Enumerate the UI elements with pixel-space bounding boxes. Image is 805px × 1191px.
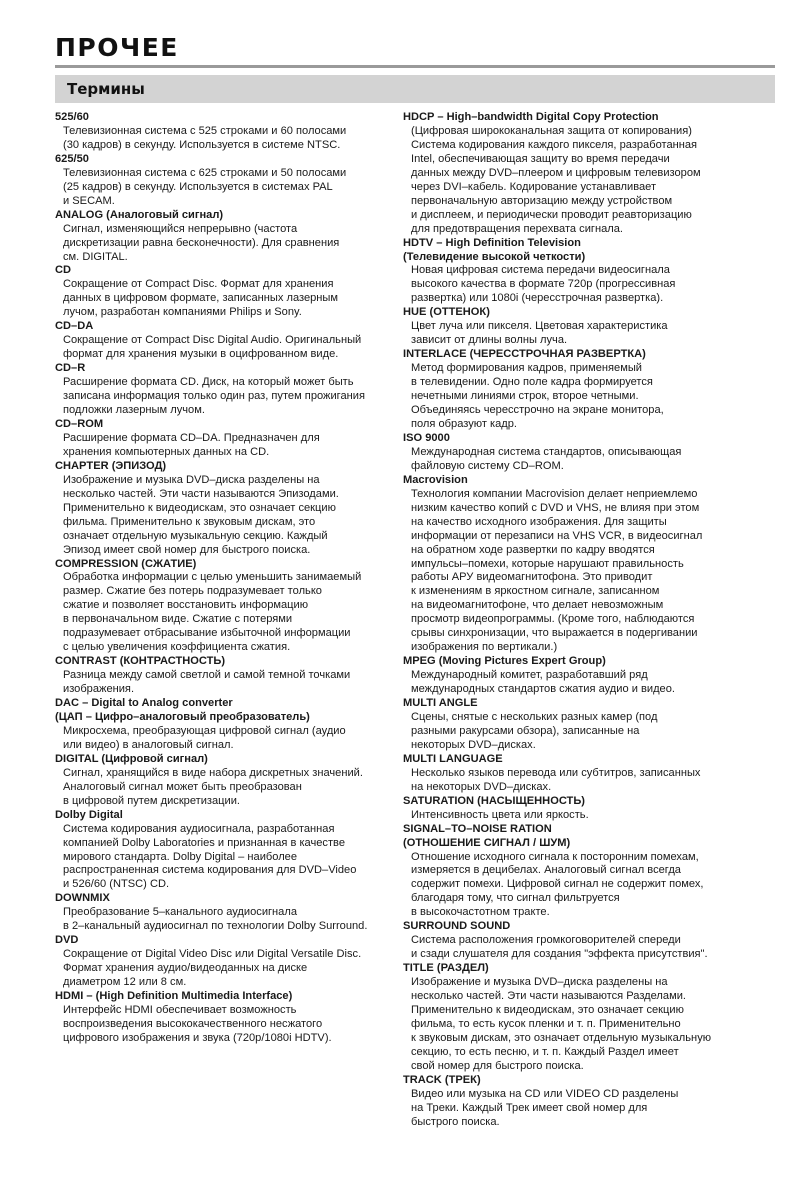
glossary-definition-line: (25 кадров) в секунду. Используется в системах PAL [63, 180, 333, 193]
glossary-definition-line: в высокочастотном тракте. [411, 906, 550, 919]
glossary-definition-line: размер. Сжатие без потерь подразумевает только [63, 585, 322, 598]
glossary-definition-line: информации от перезаписи на VHS VCR, в видеосигнал [411, 529, 703, 542]
glossary-definition-line: несколько частей. Эти части называются Разделами. [411, 990, 686, 1003]
glossary-definition-line: Система кодирования аудиосигнала, разработанная [63, 822, 335, 835]
glossary-definition-line: и сзади слушателя для создания "эффекта присутствия". [411, 948, 708, 961]
glossary-definition-line: диаметром 12 или 8 см. [63, 976, 187, 989]
glossary-entry-hdcp-high-bandwidth-digital-copy-protection [403, 111, 775, 237]
glossary-term: HDMI – (High Definition Multimedia Interface) [55, 990, 293, 1003]
glossary-definition-line: Intel, обеспечивающая защиту во время передачи [411, 152, 670, 165]
glossary-definition-line: низким качество копий с DVD и VHS, не влияя при этом [411, 501, 700, 514]
glossary-definition-line: Эпизод имеет свой номер для быстрого поиска. [63, 543, 311, 556]
glossary-definition-line: файловую систему CD–ROM. [411, 459, 564, 472]
glossary-right-column [403, 111, 775, 1130]
section-header-bar [55, 75, 775, 103]
glossary-definition-line: подложки лазерным лучом. [63, 404, 205, 417]
glossary-definition-line: Цвет луча или пикселя. Цветовая характеристика [411, 320, 668, 333]
glossary-definition-line: распространенная система кодирования для DVD–Video [63, 864, 357, 877]
glossary-entry-digital [55, 753, 400, 809]
glossary-definition-line: быстрого поиска. [411, 1115, 500, 1128]
glossary-definition-line: в телевидении. Одно поле кадра формируется [411, 376, 653, 389]
glossary-definition-line: на обратном ходе развертки по кадру вводятся [411, 543, 655, 556]
glossary-definition-line: фильма, то есть кусок пленки и т. п. Применительно [411, 1017, 681, 1030]
glossary-definition-line: дискретизации равна бесконечности). Для сравнения [63, 236, 340, 249]
glossary-definition-line: мирового стандарта. Dolby Digital – наиболее [63, 850, 298, 863]
glossary-definition-line: содержит помехи. Цифровой сигнал не содержит помех, [411, 878, 704, 891]
glossary-definition-line: Расширение формата CD–DA. Предназначен для [63, 431, 320, 444]
glossary-definition-line: Объединяясь чересстрочно на экране монитора, [411, 404, 664, 417]
glossary-entry-iso-9000 [403, 432, 775, 474]
glossary-definition-line: записана информация только один раз, путем прожигания [63, 390, 365, 403]
glossary-entry-hdmi-high-definition-multimedia-interface [55, 990, 400, 1046]
glossary-term: MULTI LANGUAGE [403, 752, 503, 765]
glossary-definition-line: Система кодирования каждого пикселя, разработанная [411, 138, 698, 151]
glossary-definition-line: Сигнал, изменяющийся непрерывно (частота [63, 222, 298, 235]
glossary-definition-line: несколько частей. Эти части называются Эпизодами. [63, 487, 339, 500]
glossary-definition-line: в цифровой путем дискретизации. [63, 794, 241, 807]
glossary-entry-multi-angle [403, 697, 775, 753]
glossary-definition-line: развертка) или 1080i (чересстрочная развертка). [411, 292, 664, 305]
glossary-entry-analog [55, 209, 400, 265]
glossary-definition-line: Сокращение от Compact Disc. Формат для хранения [63, 278, 334, 291]
glossary-entry-hue [403, 306, 775, 348]
glossary-term: INTERLACE (ЧЕРЕССТРОЧНАЯ РАЗВЕРТКА) [403, 348, 646, 361]
title-divider [55, 65, 775, 68]
glossary-definition-line: Сигнал, хранящийся в виде набора дискретных значений. [63, 766, 363, 779]
glossary-definition-line: на Треки. Каждый Трек имеет свой номер для [411, 1101, 648, 1114]
glossary-entry-compression [55, 558, 400, 656]
glossary-term: HDCP – High–bandwidth Digital Copy Protection [403, 111, 659, 123]
glossary-definition-line: разными ракурсами обзора), записанные на [411, 724, 640, 737]
glossary-entry-macrovision [403, 474, 775, 655]
glossary-definition-line: срывы синхронизации, что выражается в подергивании [411, 627, 698, 640]
glossary-entry-cd-da [55, 320, 400, 362]
glossary-definition-line: Видео или музыка на CD или VIDEO CD разделены [411, 1087, 679, 1100]
glossary-definition-line: поля образуют кадр. [411, 417, 517, 430]
glossary-entry-cd-r [55, 362, 400, 418]
glossary-definition-line: Сцены, снятые с нескольких разных камер (под [411, 710, 658, 723]
glossary-definition-line: данных между DVD–плеером и цифровым телевизором [411, 166, 701, 179]
glossary-definition-line: означает отдельную музыкальную секцию. Каждый [63, 529, 328, 542]
glossary-entry-title [403, 962, 775, 1074]
glossary-entry-interlace [403, 348, 775, 432]
glossary-entry-downmix [55, 892, 400, 934]
glossary-term: DAC – Digital to Analog converter (ЦАП – Цифро–аналоговый преобразователь) [55, 697, 310, 723]
page-title: ПРОЧЕЕ [55, 33, 179, 62]
glossary-entry-dolby-digital [55, 809, 400, 893]
glossary-definition-line: Международный комитет, разработавший ряд [411, 669, 648, 682]
glossary-term: COMPRESSION (СЖАТИЕ) [55, 557, 197, 570]
glossary-entry-multi-language [403, 753, 775, 795]
glossary-definition-line: Новая цифровая система передачи видеосигнала [411, 264, 670, 277]
glossary-definition-line: импульсы–помехи, которые нарушают правильность [411, 557, 684, 570]
glossary-definition-line: формат для хранения музыки в оцифрованном виде. [63, 348, 339, 361]
glossary-definition-line: фильма. Применительно к звуковым дискам, это [63, 515, 316, 528]
glossary-term: CD–ROM [55, 417, 104, 430]
glossary-definition-line: Разница между самой светлой и самой темной точками [63, 669, 351, 682]
glossary-entry-chapter [55, 460, 400, 558]
glossary-definition-line: данных в цифровом формате, записанных лазерным [63, 292, 339, 305]
glossary-term: HUE (ОТТЕНОК) [403, 306, 490, 319]
glossary-entry-dvd [55, 934, 400, 990]
glossary-definition-line: Обработка информации с целью уменьшить занимаемый [63, 571, 362, 584]
glossary-term: 525/60 [55, 111, 89, 123]
glossary-term: Dolby Digital [55, 808, 123, 821]
section-title: Термины [67, 80, 145, 98]
glossary-definition-line: на качество исходного изображения. Для защиты [411, 515, 667, 528]
glossary-definition-line: первоначальную авторизацию между устройством [411, 194, 673, 207]
glossary-entry-525-60 [55, 111, 400, 153]
glossary-left-column [55, 111, 400, 1046]
glossary-entry-dac-digital-to-analog-converter [55, 697, 400, 753]
glossary-definition-line: просмотр видеопрограммы. (Кроме того, наблюдаются [411, 613, 695, 626]
glossary-entry-signal-to-noise-ration [403, 823, 775, 921]
glossary-term: 625/50 [55, 152, 89, 165]
glossary-entry-saturation [403, 795, 775, 823]
glossary-definition-line: хранения компьютерных данных на CD. [63, 445, 270, 458]
glossary-definition-line: некоторых DVD–дисках. [411, 738, 536, 751]
glossary-term: ISO 9000 [403, 431, 450, 444]
glossary-term: CD–DA [55, 320, 94, 333]
glossary-term: DVD [55, 934, 79, 947]
glossary-definition-line: секцию, то есть песню, и т. п. Каждый Раздел имеет [411, 1045, 679, 1058]
glossary-term: CONTRAST (КОНТРАСТНОСТЬ) [55, 655, 226, 668]
glossary-term: MULTI ANGLE [403, 697, 478, 710]
glossary-definition-line: и 526/60 (NTSC) CD. [63, 878, 170, 891]
glossary-definition-line: к изменениям в яркостном сигнале, записанном [411, 585, 660, 598]
glossary-entry-625-50 [55, 153, 400, 209]
glossary-definition-line: Международная система стандартов, описывающая [411, 445, 682, 458]
glossary-definition-line: Изображение и музыка DVD–диска разделены на [63, 473, 320, 486]
glossary-term: CHAPTER (ЭПИЗОД) [55, 459, 167, 472]
glossary-definition-line: цифрового изображения и звука (720p/1080i HDTV). [63, 1031, 332, 1044]
glossary-term: MPEG (Moving Pictures Expert Group) [403, 655, 606, 668]
glossary-term: Macrovision [403, 473, 468, 486]
glossary-definition-line: работы АРУ видеомагнитофона. Это приводит [411, 571, 653, 584]
glossary-entry-mpeg-moving-pictures-expert-group [403, 655, 775, 697]
glossary-term: ANALOG (Аналоговый сигнал) [55, 208, 224, 221]
glossary-definition-line: Изображение и музыка DVD–диска разделены на [411, 976, 668, 989]
glossary-term: SURROUND SOUND [403, 920, 511, 933]
glossary-definition-line: Система расположения громкоговорителей спереди [411, 934, 681, 947]
glossary-definition-line: компанией Dolby Laboratories и признанная в качестве [63, 836, 345, 849]
glossary-definition-line: Сокращение от Compact Disc Digital Audio. Оригинальный [63, 334, 362, 347]
glossary-term: SIGNAL–TO–NOISE RATION (ОТНОШЕНИЕ СИГНАЛ / ШУМ) [403, 822, 571, 849]
glossary-term: TITLE (РАЗДЕЛ) [403, 962, 489, 975]
glossary-term: HDTV – High Definition Television (Телевидение высокой четкости) [403, 236, 586, 263]
glossary-definition-line: Микросхема, преобразующая цифровой сигнал (аудио [63, 724, 346, 737]
glossary-definition-line: Расширение формата CD. Диск, на который может быть [63, 376, 354, 389]
glossary-definition-line: Аналоговый сигнал может быть преобразован [63, 780, 302, 793]
glossary-definition-line: лучом, разработан компаниями Philips и Sony. [63, 306, 302, 319]
glossary-definition-line: Несколько языков перевода или субтитров, записанных [411, 766, 701, 779]
glossary-entry-cd-rom [55, 418, 400, 460]
glossary-definition-line: Применительно к видеодискам, это означает секцию [63, 501, 336, 514]
glossary-definition-line: (30 кадров) в секунду. Используется в системе NTSC. [63, 138, 341, 151]
glossary-term: DIGITAL (Цифровой сигнал) [55, 752, 208, 765]
glossary-definition-line: на некоторых DVD–дисках. [411, 780, 552, 793]
glossary-definition-line: с целью увеличения коэффициента сжатия. [63, 641, 291, 654]
glossary-definition-line: Телевизионная система с 525 строками и 60 полосами [63, 124, 347, 137]
glossary-definition-line: Интерфейс HDMI обеспечивает возможность [63, 1004, 297, 1016]
glossary-definition-line: для предотвращения перехвата сигнала. [411, 222, 623, 235]
glossary-definition-line: Технология компании Macrovision делает неприемлемо [411, 487, 698, 500]
glossary-entry-cd [55, 264, 400, 320]
glossary-definition-line: Интенсивность цвета или яркость. [411, 808, 589, 821]
glossary-entry-surround-sound [403, 920, 775, 962]
glossary-term: CD [55, 264, 72, 277]
glossary-definition-line: в 2–канальный аудиосигнал по технологии Dolby Surround. [63, 920, 368, 933]
glossary-entry-hdtv-high-definition-television [403, 237, 775, 307]
glossary-term: DOWNMIX [55, 892, 110, 905]
glossary-definition-line: на видеомагнитофоне, что делает невозможным [411, 599, 664, 612]
glossary-definition-line: Отношение исходного сигнала к посторонним помехам, [411, 850, 699, 863]
glossary-definition-line: изображения. [63, 683, 135, 696]
glossary-definition-line: (Цифровая ширококанальная защита от копирования) [411, 124, 692, 137]
glossary-definition-line: к звуковым дискам, это означает отдельную музыкальную [411, 1031, 712, 1044]
glossary-definition-line: и дисплеем, и периодически проводит реавторизацию [411, 208, 692, 221]
glossary-definition-line: измеряется в децибелах. Аналоговый сигнал всегда [411, 864, 681, 877]
glossary-definition-line: Преобразование 5–канального аудиосигнала [63, 906, 297, 919]
glossary-definition-line: воспроизведения высококачественного несжатого [63, 1017, 323, 1030]
glossary-definition-line: Сокращение от Digital Video Disc или Digital Versatile Disc. [63, 948, 362, 961]
glossary-entry-track [403, 1074, 775, 1130]
glossary-definition-line: подразумевает отбрасывание избыточной информации [63, 627, 351, 640]
glossary-definition-line: Телевизионная система с 625 строками и 50 полосами [63, 166, 347, 179]
glossary-entry-contrast [55, 655, 400, 697]
glossary-definition-line: зависит от длины волны луча. [411, 334, 568, 347]
glossary-definition-line: Применительно к видеодискам, это означает секцию [411, 1004, 684, 1016]
glossary-term: SATURATION (НАСЫЩЕННОСТЬ) [403, 794, 586, 807]
glossary-definition-line: высокого качества в формате 720p (прогрессивная [411, 278, 676, 291]
glossary-definition-line: изображения по вертикали.) [411, 641, 558, 654]
glossary-definition-line: нечетными линиями строк, второе четными. [411, 390, 639, 403]
glossary-term: CD–R [55, 362, 86, 375]
glossary-definition-line: см. DIGITAL. [63, 250, 128, 263]
glossary-definition-line: через DVI–кабель. Кодирование устанавливает [411, 180, 657, 193]
glossary-term: TRACK (ТРЕК) [403, 1073, 481, 1086]
glossary-definition-line: Формат хранения аудио/видеоданных на диске [63, 962, 308, 975]
glossary-definition-line: международных стандартов сжатия аудио и видео. [411, 683, 675, 696]
glossary-definition-line: или видео) в аналоговый сигнал. [63, 738, 234, 751]
glossary-definition-line: и SECAM. [63, 194, 115, 207]
glossary-definition-line: благодаря тому, что сигнал фильтруется [411, 892, 620, 905]
glossary-definition-line: в первоначальном виде. Сжатие с потерями [63, 613, 293, 626]
glossary-definition-line: сжатие и позволяет восстановить информацию [63, 599, 309, 612]
glossary-definition-line: свой номер для быстрого поиска. [411, 1059, 584, 1072]
glossary-definition-line: Метод формирования кадров, применяемый [411, 362, 642, 375]
